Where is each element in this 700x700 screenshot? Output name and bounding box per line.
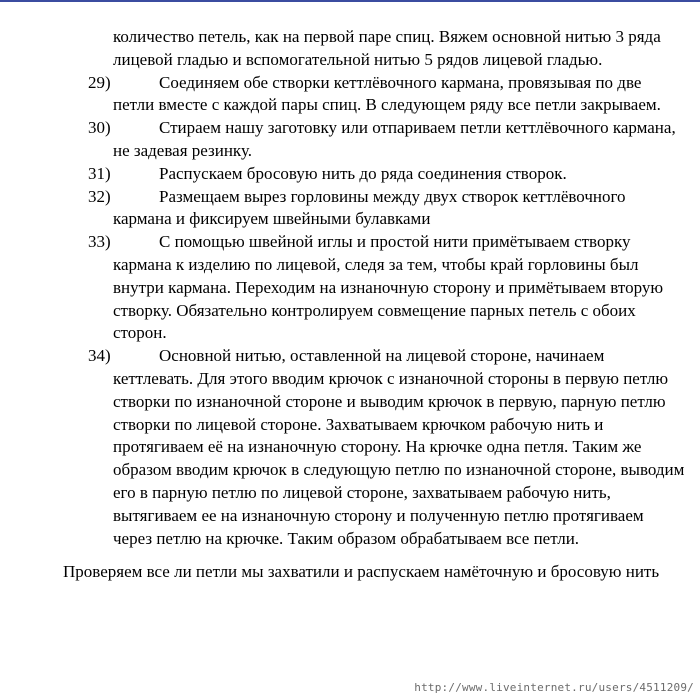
item-number: 31) (88, 163, 111, 183)
list-item-32 (88, 186, 685, 232)
item-text: Размещаем вырез горловины между двух створок кеттлёвочного кармана и фиксируем швейными булавками (113, 186, 626, 229)
item-number: 29) (88, 72, 111, 92)
continuation-paragraph: количество петель, как на первой паре спиц. Вяжем основной нитью 3 ряда лицевой гладью и вспомогательной нитью 5 рядов лицевой гладью. (113, 27, 661, 69)
closing-paragraph: Проверяем все ли петли мы захватили и распускаем намёточную и бросовую нить (63, 562, 660, 582)
list-item-34 (88, 345, 685, 550)
item-number: 30) (88, 118, 111, 138)
item-number: 34) (88, 346, 111, 366)
item-text: С помощью швейной иглы и простой нити примётываем створку кармана к изделию по лицевой, следя за тем, чтобы край горловины был внутри кармана. Переходим на изнаночную сторону и примётываем вторую створку. Обязательно контролируем совмещение парных петель с обоих сторон. (113, 232, 664, 343)
list-item-33 (88, 231, 685, 345)
item-number: 33) (88, 232, 111, 252)
item-text: Распускаем бросовую нить до ряда соединения створок. (159, 163, 567, 183)
list-item-29 (88, 72, 685, 118)
source-url-watermark: http://www.liveinternet.ru/users/4511209/ (414, 681, 694, 694)
item-text: Соединяем обе створки кеттлёвочного кармана, провязывая по две петли вместе с каждой пары спиц. В следующем ряду все петли закрываем. (113, 72, 661, 115)
item-text: Основной нитью, оставленной на лицевой стороне, начинаем кеттлевать. Для этого вводим крючок с изнаночной стороны в первую петлю створки по изнаночной стороне и выводим крючок в первую, парную петлю створки по лицевой стороне. Захватываем крючком рабочую нить и протягиваем её на изнаночную сторону. На крючке одна петля. Таким же образом вводим крючок в следующую петлю по изнаночной стороне, выводим его в парную петлю по лицевой стороне, захватываем рабочую нить, вытягиваем ее на изнаночную сторону и полученную петлю протягиваем через петлю на крючке. Таким образом обрабатываем все петли. (113, 346, 685, 548)
list-item-30 (88, 117, 685, 163)
item-text: Стираем нашу заготовку или отпариваем петли кеттлёвочного кармана, не задевая резинку. (113, 118, 676, 160)
list-item-31 (88, 163, 685, 186)
item-number: 32) (88, 186, 111, 206)
